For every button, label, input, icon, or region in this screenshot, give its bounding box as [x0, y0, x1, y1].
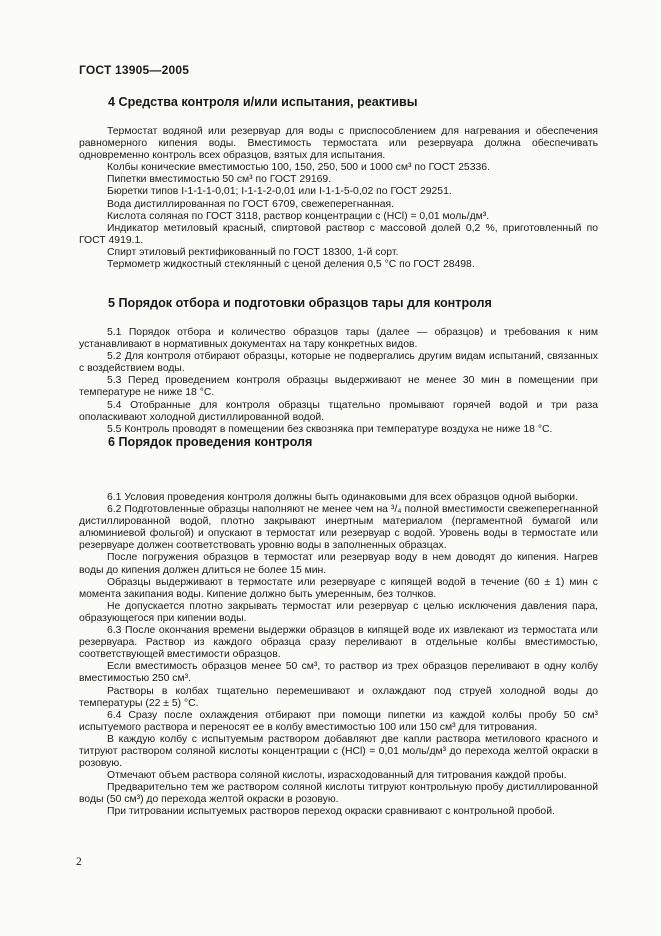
- paragraph: Термометр жидкостный стеклянный с ценой деления 0,5 °С по ГОСТ 28498.: [107, 259, 475, 271]
- paragraph: 5.4 Отобранные для контроля образцы тщательно промывают горячей водой и три раза ополаскивают холодной дистиллированной водой.: [79, 399, 598, 423]
- section-6-title: 6 Порядок проведения контроля: [108, 435, 313, 449]
- page-number: 2: [76, 856, 82, 868]
- paragraph: Бюретки типов I-1-1-1-0,01; I-1-1-2-0,01 или I-1-1-5-0,02 по ГОСТ 29251.: [107, 186, 452, 198]
- paragraph: Кислота соляная по ГОСТ 3118, раствор концентрации с (HCl) = 0,01 моль/дм³.: [107, 210, 490, 222]
- paragraph: Пипетки вместимостью 50 см³ по ГОСТ 29169.: [107, 174, 332, 186]
- paragraph: Индикатор метиловый красный, спиртовой раствор с массовой долей 0,2 %, приготовленный по ГОСТ 4919.1.: [79, 222, 598, 246]
- paragraph: 5.5 Контроль проводят в помещении без сквозняка при температуре воздуха не ниже 18 °С.: [107, 423, 553, 435]
- section-5-text: [79, 327, 598, 436]
- paragraph: 6.1 Условия проведения контроля должны быть одинаковыми для всех образцов одной выборки.: [107, 492, 578, 503]
- section-4-title: 4 Средства контроля и/или испытания, реактивы: [108, 95, 418, 109]
- paragraph: Спирт этиловый ректификованный по ГОСТ 18300, 1-й сорт.: [107, 246, 399, 258]
- section-4-text: [79, 126, 598, 271]
- paragraph: Образцы выдерживают в термостате или резервуаре с кипящей водой в течение (60 ± 1) мин с момента закипания воды. Кипение должно быть умеренным, без толчков.: [79, 576, 598, 600]
- paragraph: Отмечают объем раствора соляной кислоты, израсходованный для титрования каждой пробы.: [107, 770, 567, 782]
- paragraph: Если вместимость образцов менее 50 см³, то раствор из трех образцов переливают в одну колбу вместимостью 250 см³.: [79, 661, 598, 685]
- paragraph: 6.3 После окончания времени выдержки образцов в кипящей воде их извлекают из термостата или резервуара. Раствор из каждого образца сразу переливают в отдельные колбы вместимостью, соответствующей вместимости образцов.: [79, 625, 598, 661]
- paragraph: Предварительно тем же раствором соляной кислоты титруют контрольную пробу дистиллированной воды (50 см³) до перехода желтой окраски в розовую.: [79, 782, 598, 806]
- paragraph: В каждую колбу с испытуемым раствором добавляют две капли раствора метилового красного и титруют раствором соляной кислоты концентрации с (HCl) = 0,01 моль/дм³ до перехода желтой окраски в розовую.: [79, 733, 598, 770]
- paragraph: 6.2 Подготовленные образцы наполняют не менее чем на ³/₄ полной вместимости свежеперегнанной дистиллированной водой, плотно закрывают инертным материалом (пергаментной бумагой или алюминиевой фольгой) и опускают в термостат или резервуар с водой. Уровень воды в термостате или резервуаре должен соответствовать уровню воды в заполненных образцах.: [79, 504, 598, 552]
- section-5-title: 5 Порядок отбора и подготовки образцов тары для контроля: [108, 296, 492, 310]
- paragraph: 6.4 Сразу после охлаждения отбирают при помощи пипетки из каждой колбы пробу 50 см³ испытуемого раствора и переносят ее в колбу вместимостью 100 или 150 см³ для титрования.: [79, 709, 598, 733]
- paragraph: Колбы конические вместимостью 100, 150, 250, 500 и 1000 см³ по ГОСТ 25336.: [107, 162, 490, 174]
- paragraph: При титровании испытуемых растворов переход окраски сравнивают с контрольной пробой.: [107, 806, 555, 818]
- paragraph: После погружения образцов в термостат или резервуар воду в нем доводят до кипения. Нагрев воды до кипения должен длиться не более 15 мин.: [79, 552, 598, 576]
- paragraph: 5.1 Порядок отбора и количество образцов тары (далее — образцов) и требования к ним устанавливают в нормативных документах на тару конкретных видов.: [79, 327, 598, 351]
- paragraph: 5.3 Перед проведением контроля образцы выдерживают не менее 30 мин в помещении при температуре не ниже 18 °С.: [79, 375, 598, 399]
- paragraph: Вода дистиллированная по ГОСТ 6709, свежеперегнанная.: [107, 198, 394, 210]
- paragraph: Термостат водяной или резервуар для воды с приспособлением для нагревания и обеспечения равномерного кипения воды. Вместимость термостата или резервуара должна обеспечивать одновременно контроль всех образцов, взятых для испытания.: [79, 126, 598, 162]
- section-6-text: [79, 492, 598, 819]
- paragraph: 5.2 Для контроля отбирают образцы, которые не подвергались другим видам испытаний, связанных с воздействием воды.: [79, 351, 598, 375]
- paragraph: Растворы в колбах тщательно перемешивают и охлаждают под струей холодной воды до температуры (22 ± 5) °С.: [79, 685, 598, 709]
- paragraph: Не допускается плотно закрывать термостат или резервуар с целью исключения давления пара, образующегося при кипении воды.: [79, 600, 598, 624]
- document-code: ГОСТ 13905—2005: [79, 63, 190, 77]
